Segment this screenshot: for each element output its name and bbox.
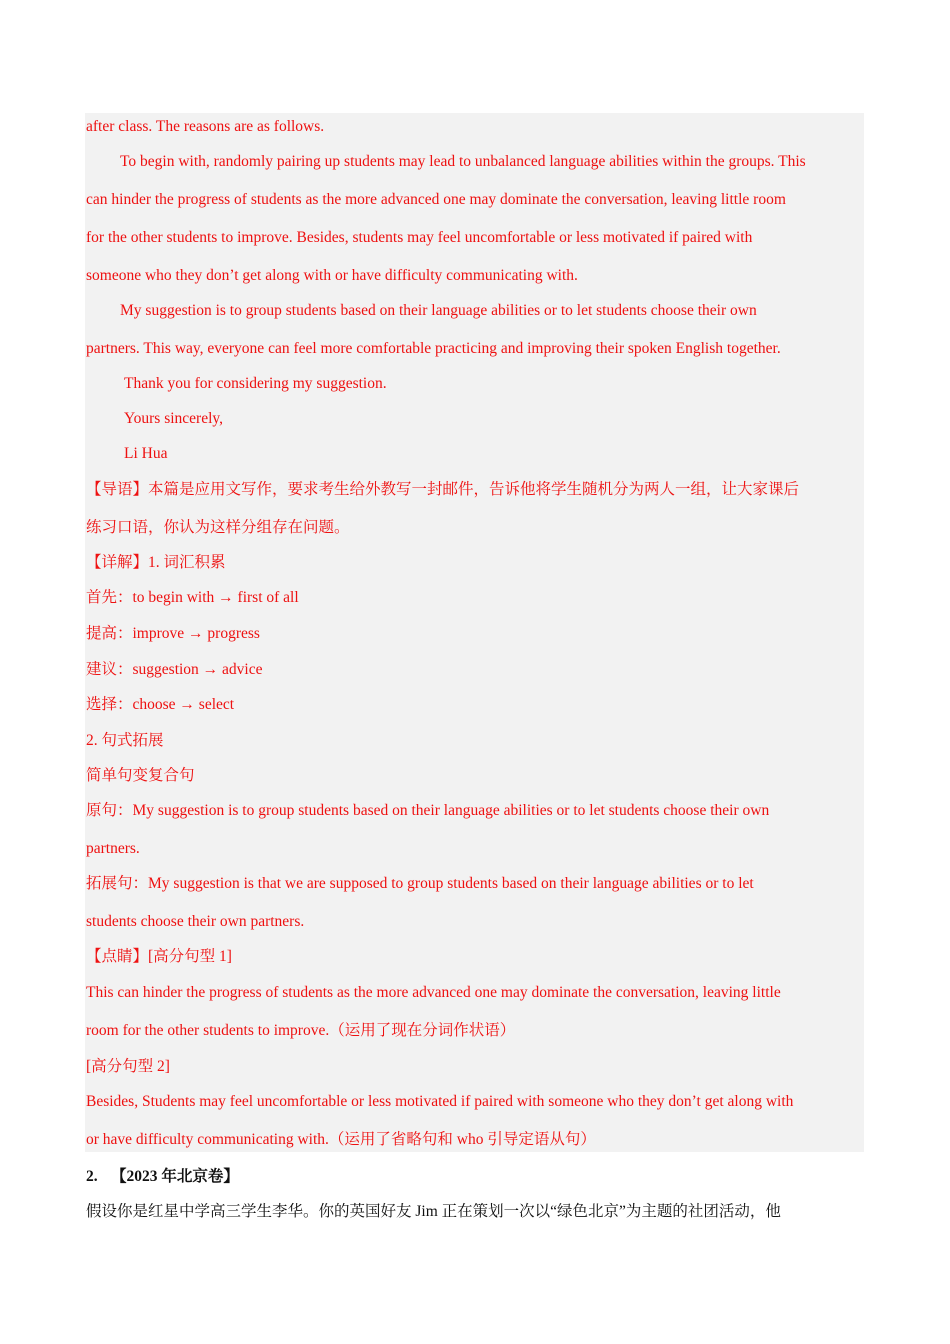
letter-line: after class. The reasons are as follows. — [86, 118, 325, 135]
highlight-sentence-line: This can hinder the progress of students as the more advanced one may dominate the conversation, leaving little — [86, 984, 781, 1001]
letter-signature: Li Hua — [124, 445, 168, 462]
vocab-item: 首先：to begin with → first of all — [86, 589, 299, 606]
original-sentence-line: 原句：My suggestion is to group students based on their language abilities or to let students choose their own — [86, 802, 770, 819]
letter-line: To begin with, randomly pairing up students may lead to unbalanced language abilities within the groups. This — [120, 153, 806, 170]
letter-line: for the other students to improve. Besides, students may feel uncomfortable or less motivated if paired with — [86, 229, 753, 246]
highlight-2-heading: [高分句型 2] — [86, 1058, 170, 1075]
original-sentence-line: partners. — [86, 840, 140, 857]
question-number: 2. — [86, 1168, 98, 1185]
vocab-item: 建议：suggestion → advice — [86, 661, 263, 678]
expanded-sentence-line: students choose their own partners. — [86, 913, 305, 930]
highlight-sentence-line: room for the other students to improve.（运用了现在分词作状语） — [86, 1022, 516, 1039]
vocab-item: 选择：choose → select — [86, 696, 235, 713]
highlight-sentence-line: Besides, Students may feel uncomfortable or less motivated if paired with someone who they don’t get along with — [86, 1093, 794, 1110]
guide-line: 【导语】本篇是应用文写作，要求考生给外教写一封邮件，告诉他将学生随机分为两人一组，让大家课后 — [86, 481, 800, 498]
highlight-heading: 【点睛】[高分句型 1] — [86, 948, 232, 965]
sentence-subheading: 简单句变复合句 — [86, 767, 195, 784]
vocab-item: 提高：improve → progress — [86, 625, 260, 642]
letter-closing: Thank you for considering my suggestion. — [124, 375, 387, 392]
letter-line: partners. This way, everyone can feel more comfortable practicing and improving their spoken English together. — [86, 340, 781, 357]
guide-line: 练习口语，你认为这样分组存在问题。 — [86, 519, 350, 536]
question-source: 【2023 年北京卷】 — [111, 1168, 239, 1185]
letter-signoff: Yours sincerely, — [124, 410, 224, 427]
highlight-sentence-line: or have difficulty communicating with.（运用了省略句和 who 引导定语从句） — [86, 1131, 596, 1148]
detail-heading: 【详解】1. 词汇积累 — [86, 554, 226, 571]
expanded-sentence-line: 拓展句：My suggestion is that we are supposed to group students based on their language abilities or to let — [86, 875, 754, 892]
question-prompt-line: 假设你是红星中学高三学生李华。你的英国好友 Jim 正在策划一次以“绿色北京”为主题的社团活动，他 — [86, 1203, 781, 1220]
sentence-heading: 2. 句式拓展 — [86, 732, 164, 749]
letter-line: can hinder the progress of students as the more advanced one may dominate the conversation, leaving little room — [86, 191, 786, 208]
letter-line: My suggestion is to group students based on their language abilities or to let students choose their own — [120, 302, 757, 319]
letter-line: someone who they don’t get along with or have difficulty communicating with. — [86, 267, 578, 284]
